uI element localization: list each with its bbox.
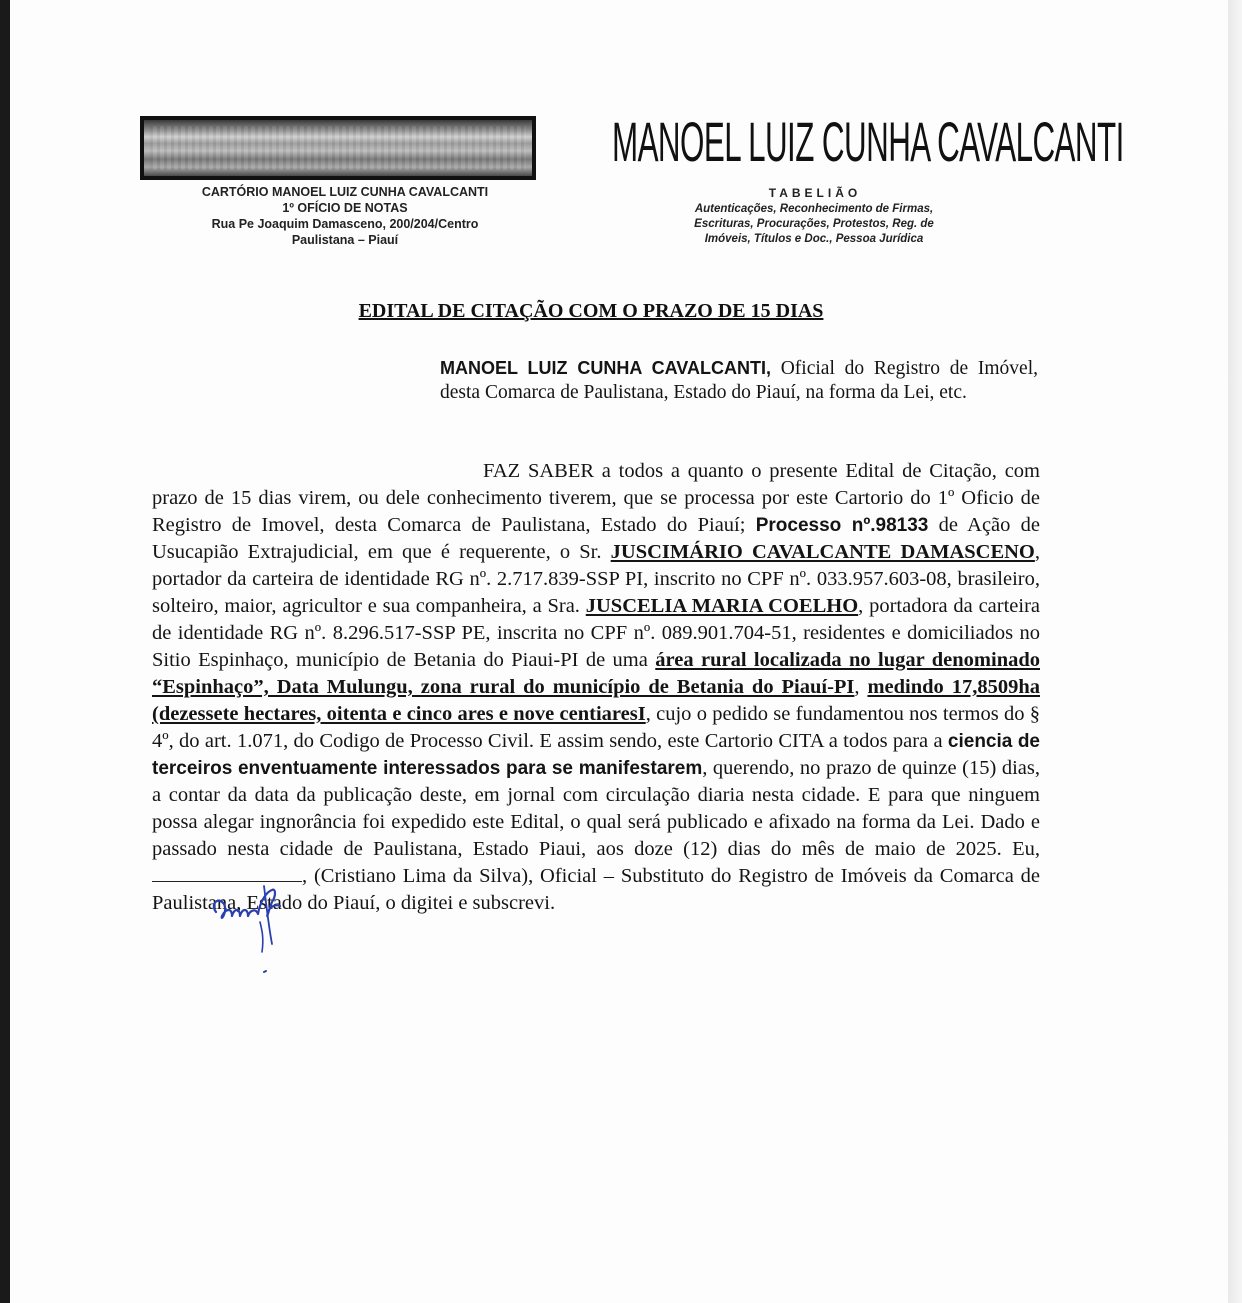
body-text-3: , portador da carteira de identidade RG nº. 2.717.839-SSP PI, inscrito no CPF nº. 033.957.603-08, brasileiro, solteiro, maior, agricultor e sua companheira, a Sra. (152, 541, 1040, 617)
body-text-4: , portadora da carteira de identidade RG nº. 8.296.517-SSP PE, inscrita no CPF nº. 089.901.704-51, residentes e domiciliados no Sitio Espinhaço, município de Betania do Piaui-PI de uma (152, 595, 1041, 671)
notary-role: TABELIÃO (768, 186, 862, 200)
body-text-7: , querendo, no prazo de quinze (15) dias, a contar da data da publicação deste, em jornal com circulação diaria nesta cidade. E para que ninguem possa alegar ingnorância foi expedido este Edital, o qual será publicado e afixado na forma da Lei. Dado e passado nesta cidade de Paulistana, Estado Piaui, aos doze (12) dias do mês de maio de 2025. Eu, (152, 757, 1041, 860)
office-type-line: 1º OFÍCIO DE NOTAS (282, 201, 408, 215)
property-location: área rural localizada no lugar denominado “Espinhaço”, Data Mulungu, zona rural do município de Betania do Piauí-PI (152, 649, 1041, 698)
applicant-name: JUSCIMÁRIO CAVALCANTE DAMASCENO (610, 541, 1035, 563)
notary-name-heading: MANOEL LUIZ CUNHA CAVALCANTI (612, 110, 1124, 173)
services-line: Escrituras, Procurações, Protestos, Reg. de (694, 218, 934, 230)
signature-line (152, 863, 302, 882)
services-list (664, 202, 964, 247)
scan-edge (1228, 0, 1242, 1303)
preamble-text: Oficial do Registro de Imóvel, desta Comarca de Paulistana, Estado do Piauí, na forma da Lei, etc. (440, 358, 1038, 403)
office-city-line: Paulistana – Piauí (291, 233, 399, 247)
preamble-paragraph (440, 356, 1038, 405)
third-party-notice: ciencia de terceiros enventuamente interessados para se manifestarem (152, 731, 1040, 779)
office-logo-banner (140, 116, 536, 180)
handwritten-signature (202, 882, 302, 982)
document-page (10, 0, 1228, 1303)
official-name: MANOEL LUIZ CUNHA CAVALCANTI, (440, 358, 771, 378)
document-title: EDITAL DE CITAÇÃO COM O PRAZO DE 15 DIAS (358, 300, 824, 322)
services-line: Autenticações, Reconhecimento de Firmas, (694, 203, 934, 215)
services-line: Imóveis, Títulos e Doc., Pessoa Jurídica (704, 233, 924, 245)
office-name-line: CARTÓRIO MANOEL LUIZ CUNHA CAVALCANTI (201, 185, 489, 199)
body-text-6: , cujo o pedido se fundamentou nos termos do § 4º, do art. 1.071, do Codigo de Processo Civil. E assim sendo, este Cartorio CITA a todos para a (152, 703, 1040, 752)
property-area: medindo 17,8509ha (dezessete hectares, oitenta e cinco ares e nove centiaresI (152, 676, 1041, 725)
body-text-2: de Ação de Usucapião Extrajudicial, em que é requerente, o Sr. (152, 514, 1041, 563)
body-text-8: , (Cristiano Lima da Silva), Oficial – Substituto do Registro de Imóveis da Comarca de Paulistana, Estado do Piauí, o digitei e subscrevi. (152, 865, 1040, 914)
edict-body-paragraph (152, 458, 1040, 917)
office-address-block (160, 184, 530, 248)
process-number: Processo nº.98133 (755, 515, 929, 536)
body-text-1: FAZ SABER a todos a quanto o presente Edital de Citação, com prazo de 15 dias virem, ou dele conhecimento tiverem, que se processa por este Cartorio do 1º Oficio de Registro de Imovel, desta Comarca de Paulistana, Estado do Piauí; (152, 460, 1040, 536)
body-text-5: , (854, 676, 860, 698)
office-street-line: Rua Pe Joaquim Damasceno, 200/204/Centro (211, 217, 479, 231)
partner-name: JUSCELIA MARIA COELHO (585, 595, 859, 617)
